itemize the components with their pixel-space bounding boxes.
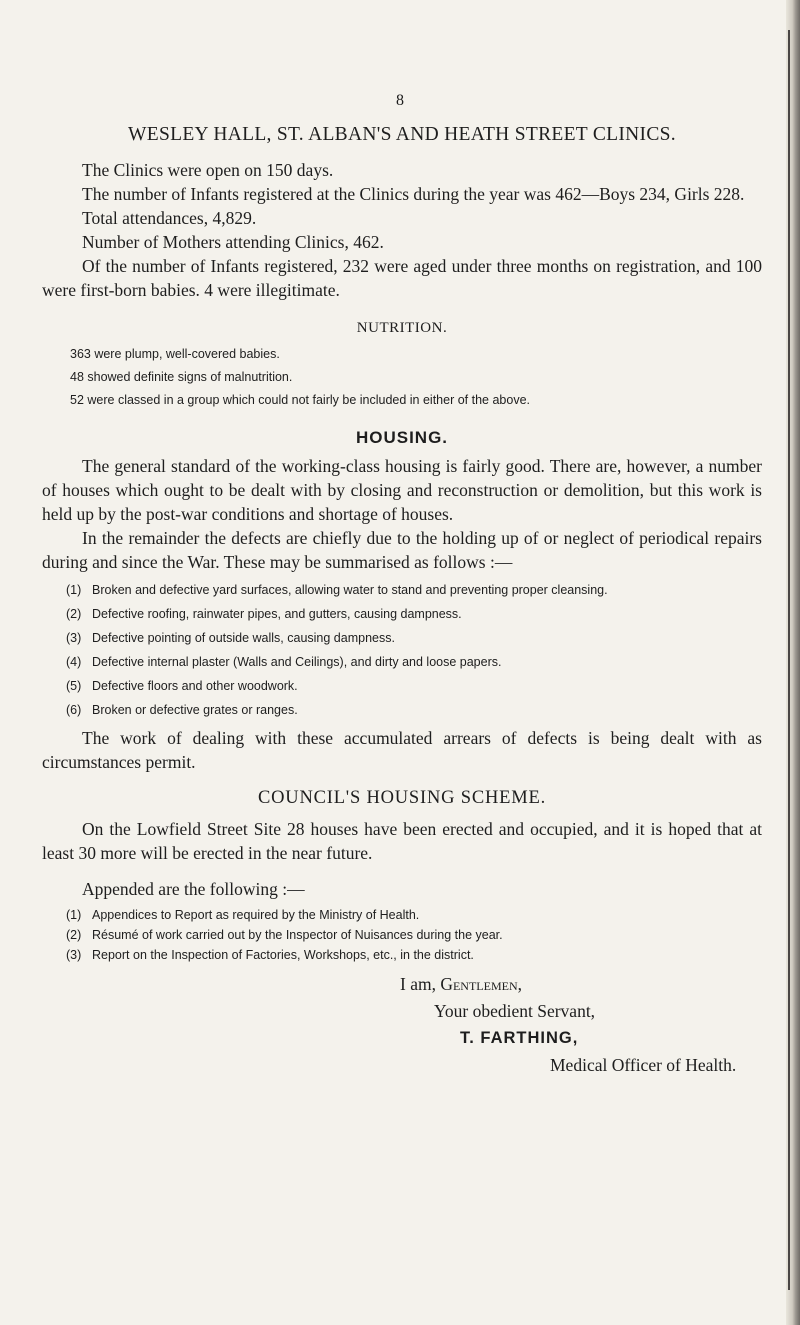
appendix-text: Appendices to Report as required by the Ministry of Health. — [92, 908, 420, 922]
document-body — [42, 124, 762, 1079]
nutrition-list — [42, 343, 762, 412]
page-number: 8 — [396, 92, 404, 109]
signature-prefix: I am, — [400, 974, 436, 994]
defect-item — [66, 702, 762, 718]
appendix-item — [66, 945, 762, 965]
defect-text: Defective pointing of outside walls, causing dampness. — [92, 631, 395, 645]
clinic-paragraph-1: The Clinics were open on 150 days. — [82, 160, 334, 180]
defect-item — [66, 582, 762, 598]
nutrition-item: 363 were plump, well-covered babies. — [70, 347, 280, 361]
signature-salutation-line — [400, 971, 762, 998]
page-edge-line — [788, 30, 790, 1290]
signature-name: T. FARTHING, — [460, 1029, 579, 1047]
appendix-number: (2) — [66, 928, 82, 942]
defect-number: (1) — [66, 583, 82, 597]
nutrition-item: 48 showed definite signs of malnutrition. — [70, 370, 293, 384]
housing-paragraph-2: In the remainder the defects are chiefly due to the holding up of or neglect of periodical repairs during and since the War. These may be summarised as follows :— — [42, 528, 762, 572]
council-housing-heading: COUNCIL'S HOUSING SCHEME. — [257, 788, 546, 808]
defect-text: Broken and defective yard surfaces, allowing water to stand and preventing proper cleansing. — [92, 583, 608, 597]
housing-paragraph-1: The general standard of the working-class housing is fairly good. There are, however, a number of houses which ought to be dealt with by closing and reconstruction or demolition, but this work is held up by the post-war conditions and shortage of houses. — [42, 456, 762, 524]
defect-number: (6) — [66, 703, 82, 717]
housing-heading: HOUSING. — [355, 428, 449, 447]
defect-number: (5) — [66, 679, 82, 693]
clinic-paragraph-2: The number of Infants registered at the Clinics during the year was 462—Boys 234, Girls 228. — [82, 184, 745, 204]
appendix-item — [66, 905, 762, 925]
housing-closing-paragraph: The work of dealing with these accumulated arrears of defects is being dealt with as circumstances permit. — [42, 728, 762, 772]
defect-text: Broken or defective grates or ranges. — [92, 703, 298, 717]
council-housing-paragraph: On the Lowfield Street Site 28 houses have been erected and occupied, and it is hoped that at least 30 more will be erected in the near future. — [42, 819, 762, 863]
signature-position: Medical Officer of Health. — [550, 1055, 737, 1075]
signature-salutation: Gentlemen, — [440, 974, 523, 994]
defect-text: Defective floors and other woodwork. — [92, 679, 298, 693]
defect-item — [66, 678, 762, 694]
nutrition-heading: NUTRITION. — [356, 320, 448, 336]
appendix-item — [66, 925, 762, 945]
appended-intro: Appended are the following :— — [82, 879, 305, 899]
nutrition-item: 52 were classed in a group which could not fairly be included in either of the above. — [70, 393, 531, 407]
defect-number: (4) — [66, 655, 82, 669]
defect-item — [66, 630, 762, 646]
appendix-number: (1) — [66, 908, 82, 922]
appendix-text: Résumé of work carried out by the Inspector of Nuisances during the year. — [92, 928, 503, 942]
defect-item — [66, 654, 762, 670]
defects-list — [42, 582, 762, 718]
defect-number: (2) — [66, 607, 82, 621]
defect-text: Defective internal plaster (Walls and Ceilings), and dirty and loose papers. — [92, 655, 502, 669]
defect-number: (3) — [66, 631, 82, 645]
appendix-text: Report on the Inspection of Factories, Workshops, etc., in the district. — [92, 948, 474, 962]
clinic-paragraph-5: Of the number of Infants registered, 232 were aged under three months on registration, and 100 were first-born babies. 4 were illegitimate. — [42, 256, 762, 300]
clinic-paragraph-3: Total attendances, 4,829. — [82, 208, 257, 228]
appendices-list — [42, 905, 762, 965]
page-title: WESLEY HALL, ST. ALBAN'S AND HEATH STREET CLINICS. — [128, 124, 676, 145]
defect-item — [66, 606, 762, 622]
defect-text: Defective roofing, rainwater pipes, and gutters, causing dampness. — [92, 607, 462, 621]
signature-closing: Your obedient Servant, — [434, 1001, 596, 1021]
clinic-paragraph-4: Number of Mothers attending Clinics, 462. — [82, 232, 384, 252]
appendix-number: (3) — [66, 948, 82, 962]
